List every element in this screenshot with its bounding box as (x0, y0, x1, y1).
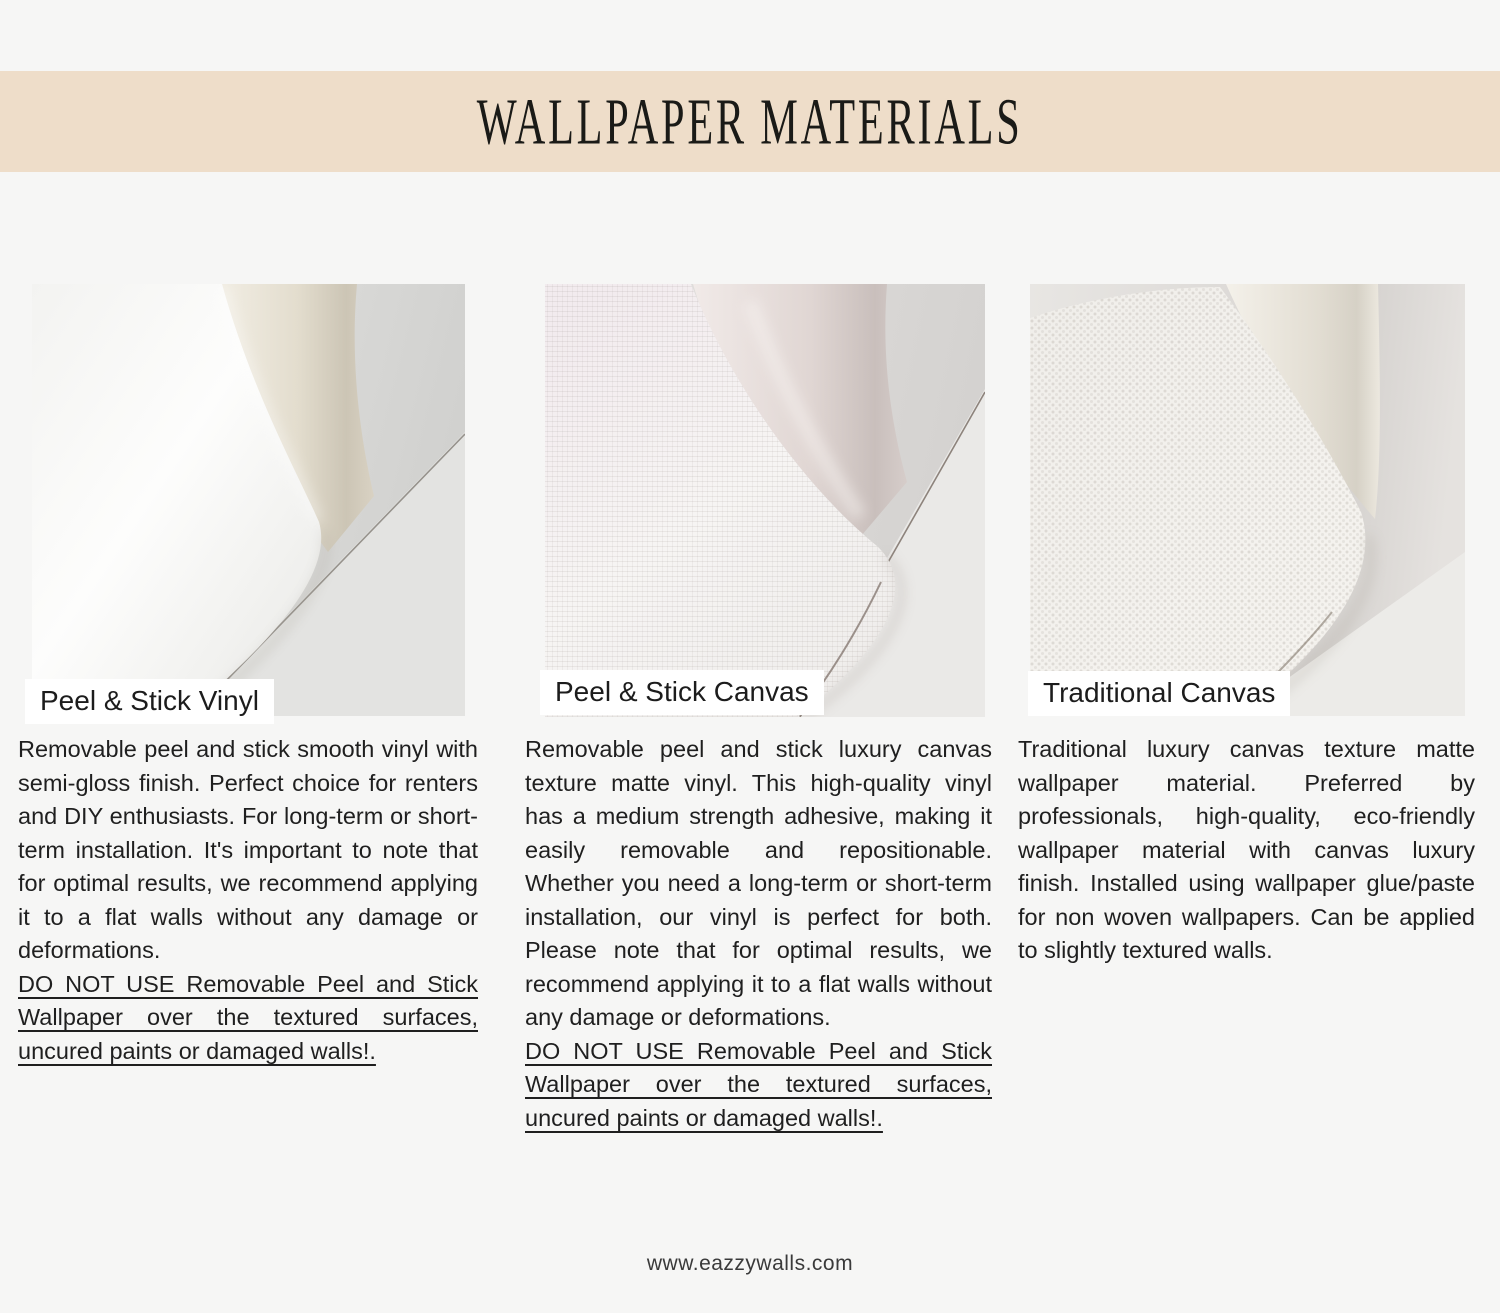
material-description (1018, 733, 1475, 968)
material-description (525, 733, 992, 1135)
material-label: Peel & Stick Canvas (540, 670, 824, 715)
material-description (18, 733, 478, 1068)
website-url: www.eazzywalls.com (646, 1252, 854, 1275)
traditional-canvas-photo (1030, 284, 1465, 716)
material-label: Peel & Stick Vinyl (25, 679, 274, 724)
smooth-vinyl-photo (32, 284, 465, 716)
header-banner (0, 71, 1500, 172)
warning-text: DO NOT USE Removable Peel and Stick Wallpaper over the textured surfaces, uncured paints or damaged walls!. (525, 1037, 992, 1131)
page-title: WALLPAPER MATERIALS (477, 85, 1023, 158)
warning-text: DO NOT USE Removable Peel and Stick Wallpaper over the textured surfaces, uncured paints or damaged walls!. (18, 970, 478, 1064)
description-text: Removable peel and stick luxury canvas texture matte vinyl. This high-quality vinyl has a medium strength adhesive, making it easily removable and repositionable. Whether you need a long-term or short-term installation, our vinyl is perfect for both. Please note that for optimal results, we recommend applying it to a flat walls without any damage or deformations. (525, 736, 992, 1030)
description-text: Removable peel and stick smooth vinyl with semi-gloss finish. Perfect choice for renters and DIY enthusiasts. For long-term or short-term installation. It's important to note that for optimal results, we recommend applying it to a flat walls without any damage or deformations. (18, 736, 478, 963)
material-label: Traditional Canvas (1028, 671, 1290, 716)
canvas-vinyl-photo (545, 284, 985, 717)
description-text: Traditional luxury canvas texture matte wallpaper material. Preferred by professionals, high-quality, eco-friendly wallpaper material with canvas luxury finish. Installed using wallpaper glue/paste for non woven wallpapers. Can be applied to slightly textured walls. (1018, 736, 1475, 963)
